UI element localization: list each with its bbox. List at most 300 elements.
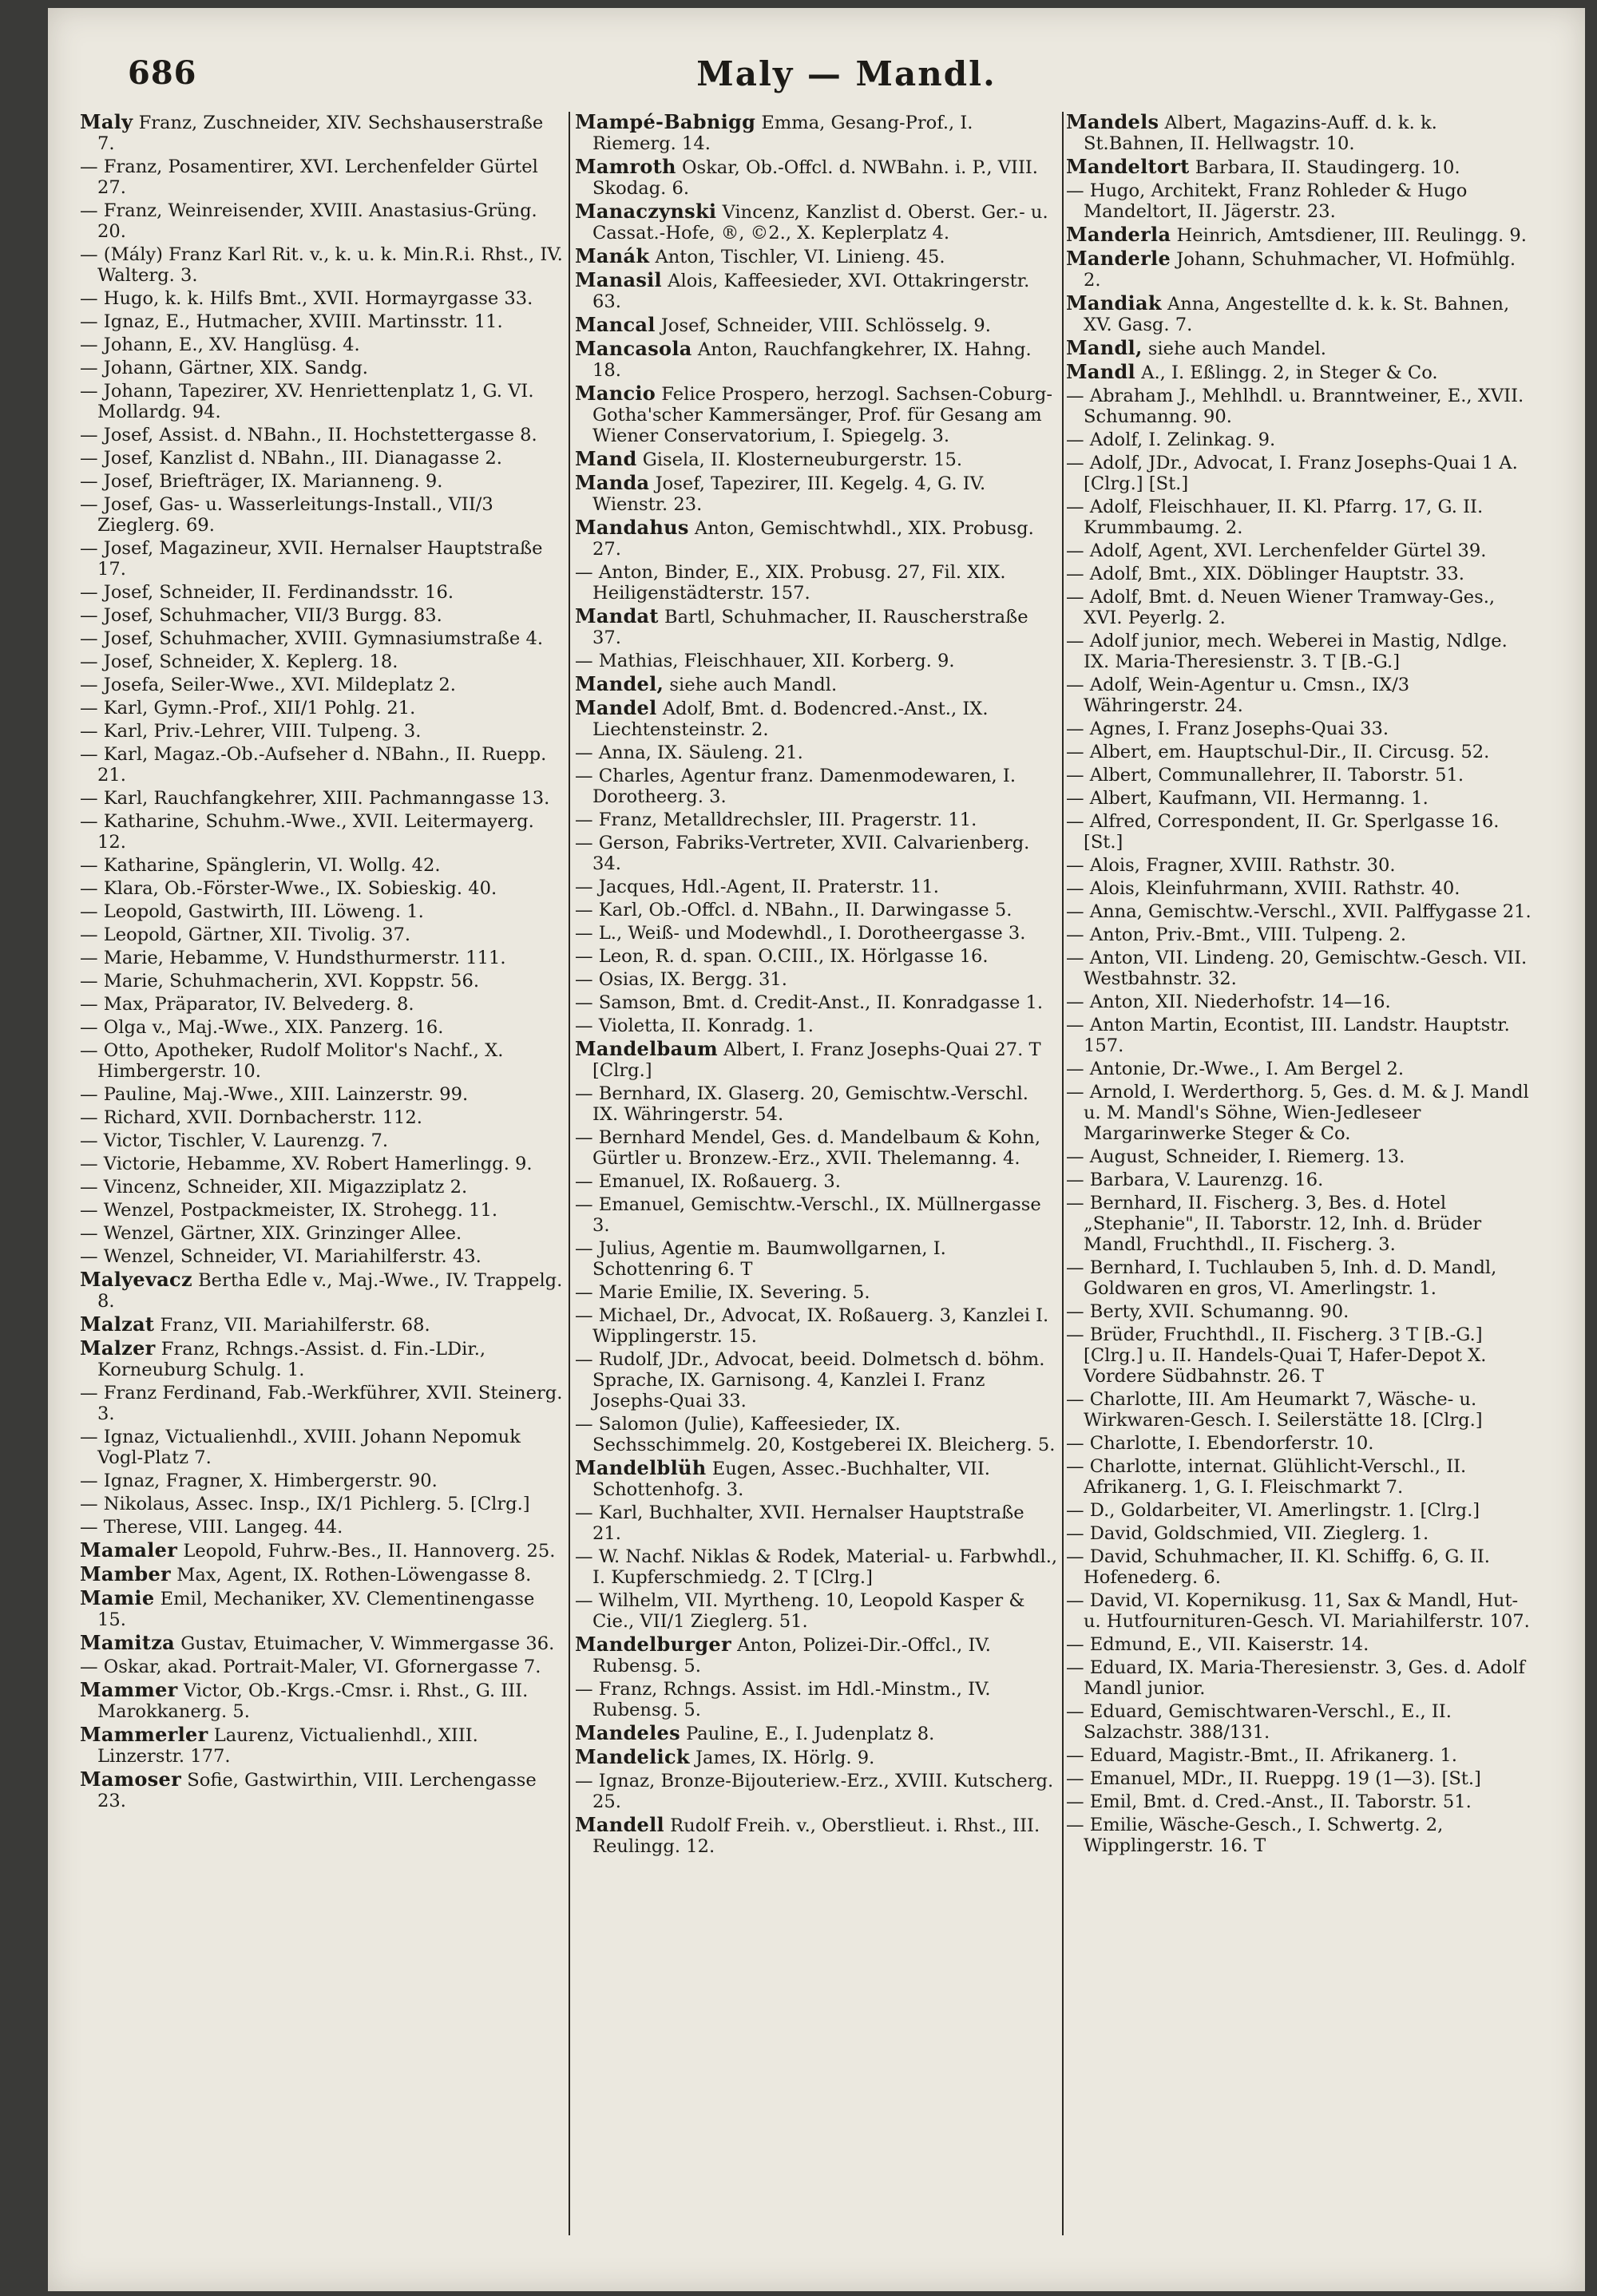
entry-headword: Mandat	[575, 604, 659, 627]
entry-text: Anton, Polizei-Dir.-Offcl., IV. Rubensg. 5.	[592, 1635, 991, 1676]
entry-text: Albert, I. Franz Josephs-Quai 27. T [Clrg.]	[592, 1039, 1041, 1081]
directory-entry	[575, 1458, 1058, 1500]
directory-entry	[80, 924, 563, 945]
entry-text: — Bernhard Mendel, Ges. d. Mandelbaum & Kohn, Gürtler u. Bronzew.-Erz., XVII. Thelemanng. 4.	[575, 1127, 1041, 1169]
entry-text: — Franz, Rchngs. Assist. im Hdl.-Minstm., IV. Rubensg. 5.	[575, 1679, 991, 1720]
entry-headword: Mandelbaum	[575, 1037, 718, 1060]
entry-text: — Richard, XVII. Dornbacherstr. 112.	[80, 1107, 422, 1128]
column-2	[575, 112, 1058, 2235]
directory-entry	[575, 1679, 1058, 1720]
directory-entry	[575, 1171, 1058, 1192]
entry-headword: Mamitza	[80, 1631, 175, 1654]
directory-entry	[80, 1223, 563, 1244]
entry-text: — Osias, IX. Bergg. 31.	[575, 969, 787, 990]
entry-text: — Josef, Schneider, X. Keplerg. 18.	[80, 651, 398, 672]
entry-text: — Adolf, Bmt. d. Neuen Wiener Tramway-Ges., XVI. Peyerlg. 2.	[1066, 587, 1496, 628]
entry-text: Felice Prospero, herzogl. Sachsen-Coburg-Gotha'scher Kammersänger, Prof. für Gesang am Wiener Conservatorium, I. Spiegelg. 3.	[592, 384, 1052, 446]
entry-text: — Anton, Binder, E., XIX. Probusg. 27, Fil. XIX. Heiligenstädterstr. 157.	[575, 562, 1006, 604]
entry-text: — Wenzel, Schneider, VI. Mariahilferstr. 43.	[80, 1246, 481, 1267]
entry-text: Oskar, Ob.-Offcl. d. NWBahn. i. P., VIII. Skodag. 6.	[592, 157, 1038, 199]
entry-text: — Ignaz, Bronze-Bijouteriew.-Erz., XVIII. Kutscherg. 25.	[575, 1771, 1054, 1812]
entry-text: — Karl, Magaz.-Ob.-Aufseher d. NBahn., II. Ruepp. 21.	[80, 744, 547, 786]
directory-entry	[80, 1200, 563, 1221]
entry-text: — Eduard, Gemischtwaren-Verschl., E., II. Salzachstr. 388/131.	[1066, 1701, 1452, 1743]
entry-headword: Mancio	[575, 382, 656, 405]
entry-headword: Mandeles	[575, 1721, 680, 1744]
directory-entry	[80, 358, 563, 378]
directory-entry	[80, 1471, 563, 1491]
entry-text: — Leopold, Gärtner, XII. Tivolig. 37.	[80, 924, 411, 945]
directory-entry	[1066, 1193, 1537, 1255]
directory-entry	[575, 1305, 1058, 1347]
entry-text: siehe auch Mandl.	[669, 675, 838, 695]
entry-text: — Marie, Schuhmacherin, XVI. Koppstr. 56.	[80, 971, 480, 992]
directory-entry	[1066, 878, 1537, 899]
directory-entry	[575, 946, 1058, 967]
entry-text: Barbara, II. Staudingerg. 10.	[1195, 157, 1460, 178]
entry-text: — Antonie, Dr.-Wwe., I. Am Bergel 2.	[1066, 1059, 1405, 1079]
entry-headword: Manda	[575, 471, 650, 494]
directory-entry	[575, 1349, 1058, 1411]
entry-text: — Charlotte, I. Ebendorferstr. 10.	[1066, 1433, 1374, 1454]
entry-text: — Leon, R. d. span. O.CIII., IX. Hörlgasse 16.	[575, 946, 989, 967]
directory-entry	[1066, 992, 1537, 1012]
entry-text: Heinrich, Amtsdiener, III. Reulingg. 9.	[1176, 225, 1527, 246]
directory-entry	[80, 494, 563, 536]
directory-entry	[80, 1427, 563, 1468]
directory-entry	[1066, 540, 1537, 561]
directory-entry	[1066, 338, 1537, 359]
directory-entry	[80, 582, 563, 603]
entry-text: — Alfred, Correspondent, II. Gr. Sperlgasse 16. [St.]	[1066, 811, 1500, 853]
directory-entry	[80, 1154, 563, 1174]
entry-text: Franz, Zuschneider, XIV. Sechshauserstraße 7.	[97, 113, 544, 154]
entry-text: Anton, Gemischtwhdl., XIX. Probusg. 27.	[592, 518, 1034, 560]
directory-entry	[575, 1238, 1058, 1280]
entry-headword: Malzer	[80, 1336, 156, 1360]
running-head: Maly — Mandl.	[696, 54, 997, 93]
directory-entry	[80, 698, 563, 718]
entry-text: — Karl, Priv.-Lehrer, VIII. Tulpeng. 3.	[80, 721, 422, 742]
entry-text: — (Mály) Franz Karl Rit. v., k. u. k. Min.R.i. Rhst., IV. Walterg. 3.	[80, 244, 563, 286]
directory-entry	[80, 628, 563, 649]
directory-entry	[1066, 1146, 1537, 1167]
directory-entry	[575, 1127, 1058, 1169]
entry-text: — Alois, Kleinfuhrmann, XVIII. Rathstr. 40.	[1066, 878, 1460, 899]
directory-entry	[80, 811, 563, 853]
directory-entry	[575, 562, 1058, 604]
entry-text: — Franz, Posamentirer, XVI. Lerchenfelder Gürtel 27.	[80, 156, 538, 198]
directory-entry	[80, 1383, 563, 1424]
directory-entry	[575, 1771, 1058, 1812]
entry-text: — Adolf, Fleischhauer, II. Kl. Pfarrg. 17, G. II. Krummbaumg. 2.	[1066, 497, 1484, 538]
directory-entry	[1066, 156, 1537, 178]
directory-entry	[575, 1083, 1058, 1125]
entry-text: Alois, Kaffeesieder, XVI. Ottakringerstr. 63.	[592, 271, 1030, 312]
directory-entry	[80, 1040, 563, 1082]
directory-entry	[80, 994, 563, 1015]
directory-entry	[80, 112, 563, 154]
directory-entry	[1066, 718, 1537, 739]
entry-text: — Johann, E., XV. Hanglüsg. 4.	[80, 335, 360, 355]
directory-entry	[80, 971, 563, 992]
entry-headword: Mandel,	[575, 672, 664, 695]
entry-headword: Mandel	[575, 696, 657, 719]
directory-entry	[80, 200, 563, 242]
directory-entry	[80, 244, 563, 286]
directory-entry	[1066, 112, 1537, 154]
entry-text: — Wenzel, Postpackmeister, IX. Strohegg. 11.	[80, 1200, 498, 1221]
entry-text: Anton, Rauchfangkehrer, IX. Hahng. 18.	[592, 339, 1032, 381]
entry-text: — Karl, Buchhalter, XVII. Hernalser Hauptstraße 21.	[575, 1502, 1024, 1544]
entry-headword: Mamber	[80, 1562, 172, 1585]
directory-entry	[575, 201, 1058, 243]
entry-text: — Samson, Bmt. d. Credit-Anst., II. Konradgasse 1.	[575, 992, 1044, 1013]
directory-entry	[1066, 564, 1537, 584]
directory-entry	[575, 1590, 1058, 1632]
entry-text: — Hugo, k. k. Hilfs Bmt., XVII. Hormayrgasse 33.	[80, 288, 533, 309]
directory-entry	[1066, 293, 1537, 335]
directory-entry	[1066, 1791, 1537, 1812]
directory-entry	[575, 1634, 1058, 1676]
directory-entry	[80, 156, 563, 198]
entry-text: — Wilhelm, VII. Myrtheng. 10, Leopold Kasper & Cie., VII/1 Zieglerg. 51.	[575, 1590, 1025, 1632]
entry-text: — Adolf, JDr., Advocat, I. Franz Josephs-Quai 1 A. [Clrg.] [St.]	[1066, 453, 1518, 494]
entry-text: — Wenzel, Gärtner, XIX. Grinzinger Allee.	[80, 1223, 462, 1244]
entry-headword: Mandell	[575, 1813, 664, 1836]
directory-entry	[80, 1517, 563, 1538]
directory-entry	[575, 1414, 1058, 1455]
entry-headword: Mamoser	[80, 1768, 182, 1791]
entry-headword: Maly	[80, 112, 133, 133]
directory-entry	[80, 651, 563, 672]
entry-text: — Josef, Gas- u. Wasserleitungs-Install., VII/3 Zieglerg. 69.	[80, 494, 493, 536]
entry-text: — Adolf, Bmt., XIX. Döblinger Hauptstr. 33.	[1066, 564, 1464, 584]
directory-entry	[575, 651, 1058, 671]
entry-text: — Eduard, IX. Maria-Theresienstr. 3, Ges. d. Adolf Mandl junior.	[1066, 1657, 1525, 1699]
entry-text: — Olga v., Maj.-Wwe., XIX. Panzerg. 16.	[80, 1017, 444, 1038]
entry-text: — David, VI. Kopernikusg. 11, Sax & Mandl, Hut- u. Hutfournituren-Gesch. VI. Mariahilferstr. 107.	[1066, 1590, 1530, 1632]
directory-entry	[80, 948, 563, 968]
directory-entry	[80, 721, 563, 742]
entry-text: — Josef, Schuhmacher, XVIII. Gymnasiumstraße 4.	[80, 628, 544, 649]
directory-entry	[575, 923, 1058, 944]
entry-text: — David, Goldschmied, VII. Zieglerg. 1.	[1066, 1523, 1429, 1544]
entry-text: Leopold, Fuhrw.-Bes., II. Hannoverg. 25.	[183, 1541, 556, 1562]
entry-text: — Emilie, Wäsche-Gesch., I. Schwertg. 2, Wipplingerstr. 16. T	[1066, 1815, 1444, 1856]
entry-text: — Therese, VIII. Langeg. 44.	[80, 1517, 343, 1538]
entry-text: — Katharine, Spänglerin, VI. Wollg. 42.	[80, 855, 441, 876]
entry-text: — Bernhard, II. Fischerg. 3, Bes. d. Hotel „Stephanie", II. Taborstr. 12, Inh. d. Brüder Mandl, Fruchthdl., II. Fischerg. 3.	[1066, 1193, 1482, 1255]
column-divider	[569, 112, 570, 2235]
entry-headword: Mammer	[80, 1678, 178, 1701]
entry-text: — Leopold, Gastwirth, III. Löweng. 1.	[80, 901, 424, 922]
directory-entry	[575, 992, 1058, 1013]
directory-entry	[1066, 362, 1537, 383]
directory-entry	[80, 878, 563, 899]
directory-entry	[80, 1314, 563, 1336]
entry-headword: Manasil	[575, 268, 662, 291]
directory-entry	[1066, 631, 1537, 672]
entry-text: — Franz, Metalldrechsler, III. Pragerstr. 11.	[575, 810, 977, 830]
directory-entry	[1066, 1500, 1537, 1521]
directory-entry	[80, 311, 563, 332]
entry-text: — Victorie, Hebamme, XV. Robert Hamerlingg. 9.	[80, 1154, 533, 1174]
directory-entry	[80, 1769, 563, 1811]
entry-headword: Mandeltort	[1066, 155, 1190, 178]
entry-text: — Josef, Schneider, II. Ferdinandsstr. 16.	[80, 582, 454, 603]
directory-entry	[80, 675, 563, 695]
entry-text: — Barbara, V. Laurenzg. 16.	[1066, 1170, 1324, 1190]
entry-headword: Mammerler	[80, 1723, 208, 1746]
entry-text: Victor, Ob.-Krgs.-Cmsr. i. Rhst., G. III. Marokkanerg. 5.	[97, 1680, 529, 1722]
entry-text: — Arnold, I. Werderthorg. 5, Ges. d. M. & J. Mandl u. M. Mandl's Söhne, Wien-Jedleseer Margarinwerke Steger & Co.	[1066, 1082, 1529, 1144]
directory-entry	[80, 1017, 563, 1038]
entry-text: — Rudolf, JDr., Advocat, beeid. Dolmetsch d. böhm. Sprache, IX. Garnisong. 4, Kanzlei I. Franz Josephs-Quai 33.	[575, 1349, 1045, 1411]
entry-headword: Mandl,	[1066, 336, 1143, 359]
entry-text: — Max, Präparator, IV. Belvederg. 8.	[80, 994, 414, 1015]
entry-text: — Franz, Weinreisender, XVIII. Anastasius-Grüng. 20.	[80, 200, 537, 242]
entry-text: — Adolf, I. Zelinkag. 9.	[1066, 430, 1276, 450]
entry-text: — Charles, Agentur franz. Damenmodewaren, I. Dorotheerg. 3.	[575, 766, 1016, 807]
entry-text: — Victor, Tischler, V. Laurenzg. 7.	[80, 1130, 389, 1151]
entry-text: — Josef, Assist. d. NBahn., II. Hochstettergasse 8.	[80, 425, 537, 445]
directory-entry	[1066, 1059, 1537, 1079]
directory-entry	[1066, 742, 1537, 762]
directory-entry	[1066, 948, 1537, 989]
entry-headword: Mandelblüh	[575, 1456, 707, 1479]
entry-text: Josef, Schneider, VIII. Schlösselg. 9.	[660, 315, 991, 336]
entry-text: — Karl, Rauchfangkehrer, XIII. Pachmanngasse 13.	[80, 788, 550, 809]
directory-entry	[80, 1540, 563, 1562]
entry-text: — Michael, Dr., Advocat, IX. Roßauerg. 3, Kanzlei I. Wipplingerstr. 15.	[575, 1305, 1049, 1347]
entry-text: — Marie, Hebamme, V. Hundsthurmerstr. 111.	[80, 948, 506, 968]
directory-entry	[575, 1282, 1058, 1303]
directory-entry	[80, 1269, 563, 1312]
directory-entry	[1066, 675, 1537, 716]
entry-text: Eugen, Assec.-Buchhalter, VII. Schottenhofg. 3.	[592, 1459, 990, 1500]
directory-entry	[575, 517, 1058, 560]
directory-entry	[575, 473, 1058, 515]
entry-text: — Abraham J., Mehlhdl. u. Branntweiner, E., XVII. Schumanng. 90.	[1066, 386, 1524, 427]
entry-text: — Julius, Agentie m. Baumwollgarnen, I. Schottenring 6. T	[575, 1238, 946, 1280]
directory-entry	[80, 1494, 563, 1514]
directory-entry	[1066, 453, 1537, 494]
entry-text: — Franz Ferdinand, Fab.-Werkführer, XVII. Steinerg. 3.	[80, 1383, 563, 1424]
entry-headword: Mamie	[80, 1586, 155, 1609]
directory-entry	[80, 788, 563, 809]
directory-entry	[1066, 1301, 1537, 1322]
entry-text: — Adolf, Agent, XVI. Lerchenfelder Gürtel 39.	[1066, 540, 1487, 561]
directory-entry	[1066, 1170, 1537, 1190]
entry-text: — David, Schuhmacher, II. Kl. Schiffg. 6, G. II. Hofenederg. 6.	[1066, 1546, 1490, 1588]
entry-text: — Eduard, Magistr.-Bmt., II. Afrikanerg. 1.	[1066, 1745, 1457, 1766]
entry-text: — Adolf, Wein-Agentur u. Cmsn., IX/3 Währingerstr. 24.	[1066, 675, 1410, 716]
entry-text: — Ignaz, E., Hutmacher, XVIII. Martinsstr. 11.	[80, 311, 503, 332]
directory-entry	[80, 1107, 563, 1128]
entry-headword: Manderla	[1066, 223, 1171, 246]
entry-text: — Charlotte, III. Am Heumarkt 7, Wäsche- u. Wirkwaren-Gesch. I. Seilerstätte 18. [Clrg.]	[1066, 1389, 1483, 1431]
entry-headword: Mand	[575, 447, 637, 470]
entry-text: — Emanuel, MDr., II. Rueppg. 19 (1—3). [St.]	[1066, 1768, 1481, 1789]
directory-entry	[1066, 901, 1537, 922]
entry-text: Gustav, Etuimacher, V. Wimmergasse 36.	[180, 1633, 555, 1654]
directory-entry	[575, 1747, 1058, 1768]
entry-text: — Emanuel, Gemischtw.-Verschl., IX. Müllnergasse 3.	[575, 1194, 1041, 1236]
directory-entry	[1066, 1082, 1537, 1144]
entry-text: — Albert, Kaufmann, VII. Hermanng. 1.	[1066, 788, 1429, 809]
entry-text: Bartl, Schuhmacher, II. Rauscherstraße 37.	[592, 607, 1028, 648]
directory-entry	[80, 471, 563, 492]
entry-text: — Brüder, Fruchthdl., II. Fischerg. 3 T [B.-G.] [Clrg.] u. II. Handels-Quai T, Hafer-Depot X. Vordere Südbahnstr. 26. T	[1066, 1324, 1487, 1387]
directory-entry	[80, 1084, 563, 1105]
entry-headword: Mamaler	[80, 1538, 178, 1562]
directory-entry	[1066, 430, 1537, 450]
entry-text: — Adolf junior, mech. Weberei in Mastig, Ndlge. IX. Maria-Theresienstr. 3. T [B.-G.]	[1066, 631, 1508, 672]
entry-text: — Ignaz, Victualienhdl., XVIII. Johann Nepomuk Vogl-Platz 7.	[80, 1427, 521, 1468]
entry-text: — Katharine, Schuhm.-Wwe., XVII. Leitermayerg. 12.	[80, 811, 534, 853]
entry-text: Vincenz, Kanzlist d. Oberst. Ger.- u. Cassat.-Hofe, ®, ©2., X. Keplerplatz 4.	[592, 202, 1048, 243]
entry-text: Sofie, Gastwirthin, VIII. Lerchengasse 23.	[97, 1770, 537, 1811]
entry-text: — Marie Emilie, IX. Severing. 5.	[575, 1282, 870, 1303]
column-divider	[1062, 112, 1064, 2235]
entry-text: Albert, Magazins-Auff. d. k. k. St.Bahnen, II. Hellwagstr. 10.	[1084, 113, 1437, 154]
directory-entry	[575, 1815, 1058, 1857]
directory-entry	[80, 1724, 563, 1767]
directory-entry	[80, 1564, 563, 1585]
entry-text: — Anton, XII. Niederhofstr. 14—16.	[1066, 992, 1391, 1012]
entry-headword: Mamroth	[575, 155, 676, 178]
directory-entry	[1066, 924, 1537, 945]
directory-entry	[80, 605, 563, 626]
entry-text: siehe auch Mandel.	[1147, 338, 1326, 359]
entry-headword: Manaczynski	[575, 200, 717, 223]
entry-text: — L., Weiß- und Modewhdl., I. Dorotheergasse 3.	[575, 923, 1026, 944]
entry-text: Adolf, Bmt. d. Bodencred.-Anst., IX. Liechtensteinstr. 2.	[592, 699, 989, 740]
directory-entry	[575, 449, 1058, 470]
entry-text: — Bernhard, IX. Glaserg. 20, Gemischtw.-Verschl. IX. Währingerstr. 54.	[575, 1083, 1028, 1125]
directory-entry	[575, 1015, 1058, 1036]
entry-headword: Mampé-Babnigg	[575, 112, 756, 133]
directory-entry	[80, 1633, 563, 1654]
directory-entry	[80, 1246, 563, 1267]
entry-text: Emil, Mechaniker, XV. Clementinengasse 15.	[97, 1589, 535, 1630]
entry-text: — Josefa, Seiler-Wwe., XVI. Mildeplatz 2.	[80, 675, 456, 695]
entry-text: Gisela, II. Klosterneuburgerstr. 15.	[642, 449, 963, 470]
entry-text: — Johann, Gärtner, XIX. Sandg.	[80, 358, 368, 378]
directory-entry	[1066, 1657, 1537, 1699]
directory-entry	[575, 1723, 1058, 1744]
directory-entry	[1066, 587, 1537, 628]
entry-text: James, IX. Hörlg. 9.	[695, 1748, 875, 1768]
directory-entry	[1066, 1815, 1537, 1856]
directory-entry	[575, 833, 1058, 874]
page-header	[128, 54, 1565, 118]
directory-entry	[80, 1130, 563, 1151]
directory-entry	[1066, 1701, 1537, 1743]
entry-text: — Josef, Briefträger, IX. Marianneng. 9.	[80, 471, 443, 492]
column-3	[1066, 112, 1537, 2235]
directory-entry	[575, 698, 1058, 740]
entry-text: — Josef, Schuhmacher, VII/3 Burgg. 83.	[80, 605, 442, 626]
directory-entry	[80, 448, 563, 469]
directory-entry	[575, 383, 1058, 446]
directory-entry	[575, 1546, 1058, 1588]
directory-entry	[1066, 248, 1537, 291]
directory-entry	[80, 901, 563, 922]
entry-headword: Mandelick	[575, 1745, 690, 1768]
directory-entry	[575, 315, 1058, 336]
directory-entry	[80, 744, 563, 786]
directory-entry	[575, 270, 1058, 312]
directory-entry	[575, 900, 1058, 920]
entry-headword: Manderle	[1066, 247, 1171, 270]
entry-text: — Jacques, Hdl.-Agent, II. Praterstr. 11.	[575, 877, 939, 897]
entry-text: — Klara, Ob.-Förster-Wwe., IX. Sobieskig. 40.	[80, 878, 497, 899]
entry-text: — Anna, Gemischtw.-Verschl., XVII. Palffygasse 21.	[1066, 901, 1532, 922]
column-1	[80, 112, 563, 2235]
entry-text: — Albert, em. Hauptschul-Dir., II. Circusg. 52.	[1066, 742, 1490, 762]
directory-entry	[575, 742, 1058, 763]
directory-entry	[80, 1338, 563, 1380]
entry-text: — Emanuel, IX. Roßauerg. 3.	[575, 1171, 841, 1192]
entry-text: — Anton, Priv.-Bmt., VIII. Tulpeng. 2.	[1066, 924, 1407, 945]
entry-text: — Josef, Kanzlist d. NBahn., III. Dianagasse 2.	[80, 448, 502, 469]
entry-headword: Mandelburger	[575, 1633, 731, 1656]
entry-text: — Anna, IX. Säuleng. 21.	[575, 742, 803, 763]
directory-entry	[1066, 1456, 1537, 1498]
entry-text: — Otto, Apotheker, Rudolf Molitor's Nachf., X. Himbergerstr. 10.	[80, 1040, 504, 1082]
entry-text: — Nikolaus, Assec. Insp., IX/1 Pichlerg. 5. [Clrg.]	[80, 1494, 530, 1514]
entry-text: — Alois, Fragner, XVIII. Rathstr. 30.	[1066, 855, 1396, 876]
directory-entry	[1066, 788, 1537, 809]
entry-text: — Vincenz, Schneider, XII. Migazziplatz 2.	[80, 1177, 468, 1197]
entry-text: — Bernhard, I. Tuchlauben 5, Inh. d. D. Mandl, Goldwaren en gros, VI. Amerlingstr. 1.	[1066, 1257, 1497, 1299]
entry-text: Anton, Tischler, VI. Linieng. 45.	[655, 247, 945, 267]
directory-entry	[575, 674, 1058, 695]
entry-text: Bertha Edle v., Maj.-Wwe., IV. Trappelg. 8.	[97, 1270, 563, 1312]
directory-entry	[1066, 1389, 1537, 1431]
entry-text: — Albert, Communallehrer, II. Taborstr. 51.	[1066, 765, 1464, 786]
entry-text: — Mathias, Fleischhauer, XII. Korberg. 9.	[575, 651, 955, 671]
entry-text: — Agnes, I. Franz Josephs-Quai 33.	[1066, 718, 1389, 739]
directory-entry	[80, 288, 563, 309]
entry-text: Franz, VII. Mariahilferstr. 68.	[160, 1315, 430, 1336]
directory-entry	[80, 335, 563, 355]
directory-entry	[80, 381, 563, 422]
entry-text: — Gerson, Fabriks-Vertreter, XVII. Calvarienberg. 34.	[575, 833, 1030, 874]
entry-text: — Ignaz, Fragner, X. Himbergerstr. 90.	[80, 1471, 438, 1491]
entry-text: Josef, Tapezirer, III. Kegelg. 4, G. IV. Wienstr. 23.	[592, 473, 986, 515]
entry-text: Laurenz, Victualienhdl., XIII. Linzerstr. 177.	[97, 1725, 478, 1767]
entry-headword: Mandels	[1066, 112, 1159, 133]
directory-entry	[1066, 1257, 1537, 1299]
directory-entry	[80, 1177, 563, 1197]
entry-text: — Charlotte, internat. Glühlicht-Verschl., II. Afrikanerg. 1, G. I. Fleischmarkt 7.	[1066, 1456, 1467, 1498]
entry-text: — Salomon (Julie), Kaffeesieder, IX. Sechsschimmelg. 20, Kostgeberei IX. Bleicherg. 5.	[575, 1414, 1056, 1455]
directory-entry	[575, 606, 1058, 648]
entry-headword: Mandiak	[1066, 291, 1162, 315]
entry-text: Rudolf Freih. v., Oberstlieut. i. Rhst., III. Reulingg. 12.	[592, 1815, 1040, 1857]
directory-entry	[80, 1680, 563, 1722]
directory-entry	[1066, 224, 1537, 246]
entry-text: — August, Schneider, I. Riemerg. 13.	[1066, 1146, 1405, 1167]
directory-entry	[575, 877, 1058, 897]
entry-headword: Malyevacz	[80, 1268, 192, 1291]
directory-entry	[575, 766, 1058, 807]
directory-entry	[1066, 1634, 1537, 1655]
entry-text: — Josef, Magazineur, XVII. Hernalser Hauptstraße 17.	[80, 538, 543, 580]
